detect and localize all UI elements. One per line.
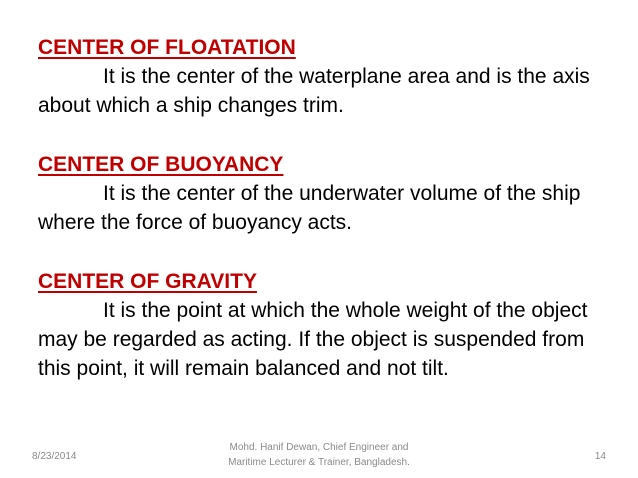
section-body-floatation: It is the center of the waterplane area and is the axis about which a ship changes trim. xyxy=(38,65,590,118)
footer-author xyxy=(200,440,438,470)
section-body-gravity: It is the point at which the whole weight of the object may be regarded as acting. If the object is suspended from this point, it will remain balanced and not tilt. xyxy=(38,298,588,381)
section-spacer xyxy=(38,121,606,150)
section-heading-floatation: CENTER OF FLOATATION xyxy=(38,36,296,59)
slide-content xyxy=(38,33,606,383)
section-heading-buoyancy: CENTER OF BUOYANCY xyxy=(38,152,284,176)
footer-page-number: 14 xyxy=(594,451,606,462)
section-heading-gravity: CENTER OF GRAVITY xyxy=(38,269,257,293)
footer-author-line2: Maritime Lecturer & Trainer, Bangladesh. xyxy=(228,457,410,468)
footer-date: 8/23/2014 xyxy=(32,451,77,462)
section-body-buoyancy: It is the center of the underwater volume of the ship where the force of buoyancy acts. xyxy=(38,182,581,235)
section-spacer xyxy=(38,237,606,266)
footer-author-line1: Mohd. Hanif Dewan, Chief Engineer and xyxy=(229,442,409,453)
